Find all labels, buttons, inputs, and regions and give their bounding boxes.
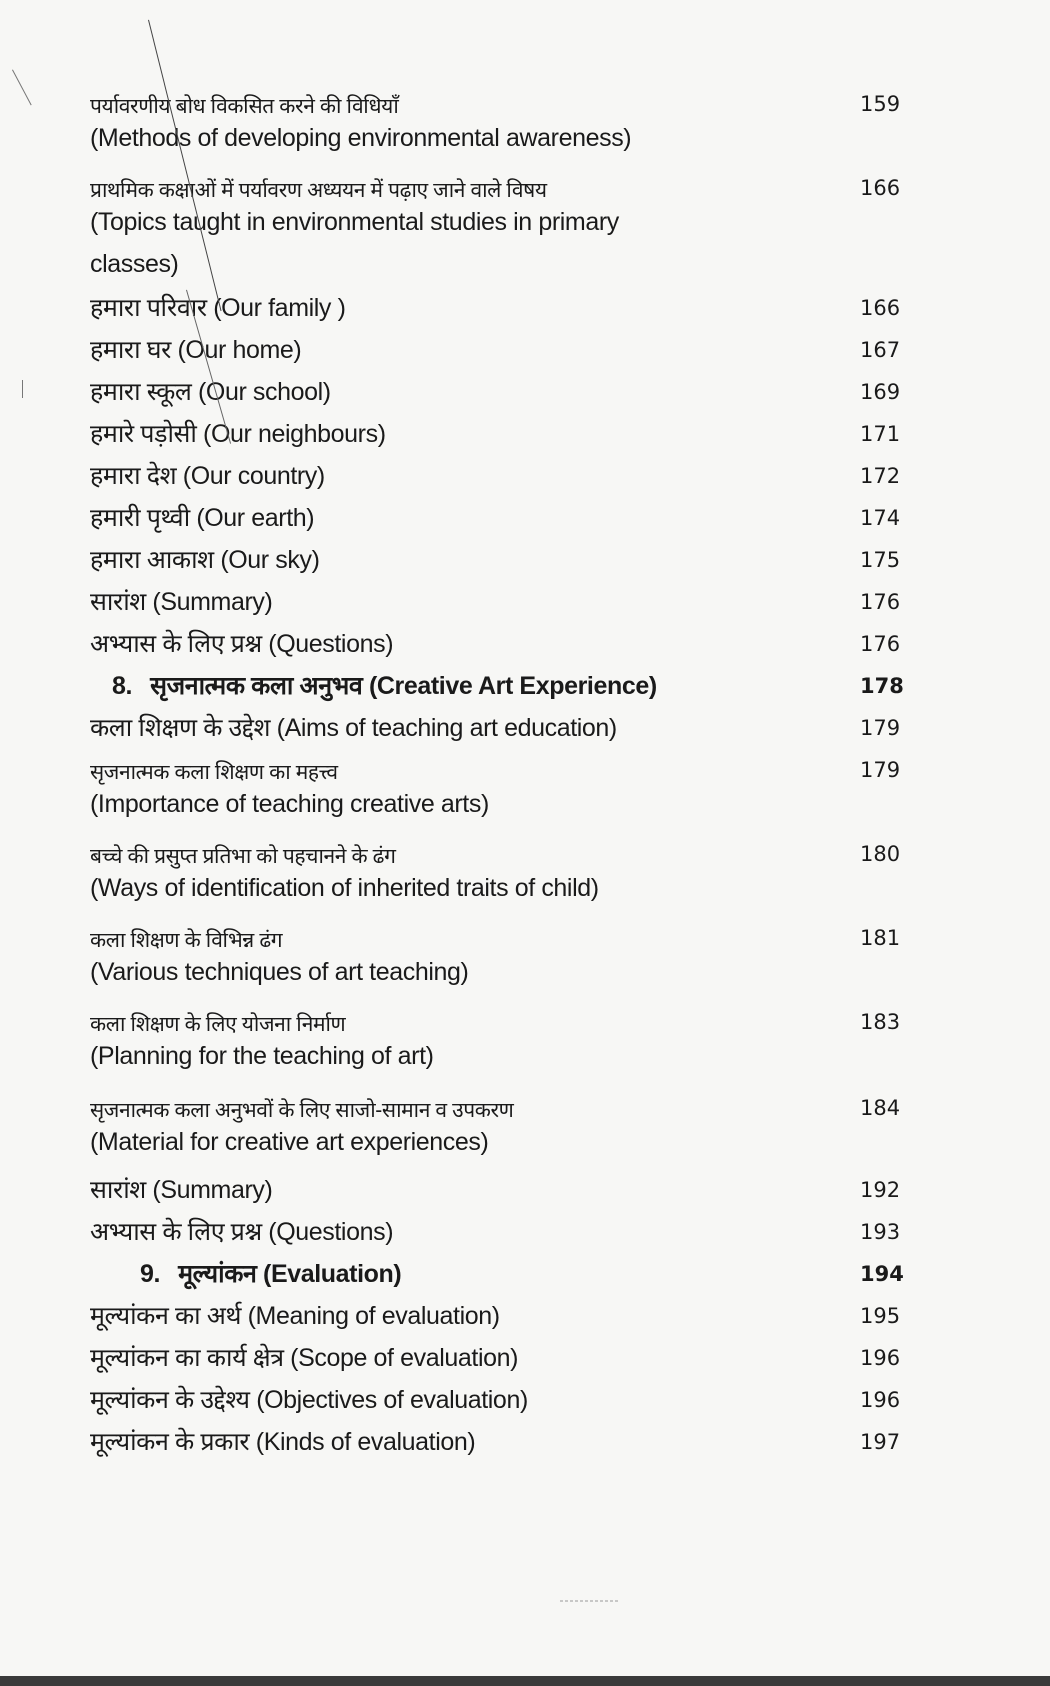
toc-page-number: 178 [860,674,904,698]
toc-page-number: 180 [860,842,901,866]
chapter-name: सृजनात्मक कला अनुभव (Creative Art Experience) [150,672,657,700]
toc-entry-title-english: (Material for creative art experiences) [90,1128,489,1156]
toc-entry [90,416,920,458]
toc-entry-title: हमारा आकाश (Our sky) [90,546,320,574]
toc-page-number: 166 [860,176,901,200]
toc-entry-title-english: (Various techniques of art teaching) [90,958,469,986]
toc-page-number: 171 [860,422,901,446]
toc-entry-title-hindi: सृजनात्मक कला शिक्षण का महत्त्व [90,761,338,784]
toc-page-number: 181 [860,926,901,950]
toc-page-number: 166 [860,296,901,320]
toc-entry-title-english: (Importance of teaching creative arts) [90,790,489,818]
pen-scratch-line [12,70,32,106]
toc-page-number: 175 [860,548,901,572]
chapter-number: 8. [112,672,133,700]
toc-entry-title-english: (Topics taught in environmental studies in primary [90,208,619,236]
toc-entry [90,290,920,332]
toc-entry [90,874,920,916]
toc-entry-title-english: classes) [90,250,179,278]
toc-entry-title: अभ्यास के लिए प्रश्न (Questions) [90,1218,394,1246]
toc-chapter-heading [90,1256,920,1298]
toc-page-number: 193 [860,1220,901,1244]
toc-entry-title: हमारा स्कूल (Our school) [90,378,331,406]
toc-entry [90,124,920,166]
toc-entry-title: सारांश (Summary) [90,588,273,616]
toc-page-number: 169 [860,380,901,404]
toc-entry [90,1382,920,1424]
toc-entry [90,332,920,374]
toc-page-number: 179 [860,758,901,782]
toc-page-number: 159 [860,92,901,116]
toc-page-number: 194 [860,1262,904,1286]
toc-page-number: 183 [860,1010,901,1034]
toc-entry-title: मूल्यांकन के प्रकार (Kinds of evaluation) [90,1428,476,1456]
toc-entry [90,1090,920,1132]
toc-entry-title-hindi: बच्चे की प्रसुप्त प्रतिभा को पहचानने के ढंग [90,845,396,868]
toc-entry [90,1172,920,1214]
toc-entry [90,542,920,584]
toc-page-number: 197 [860,1430,901,1454]
toc-entry-title-hindi: सृजनात्मक कला अनुभवों के लिए साजो-सामान व उपकरण [90,1099,514,1122]
pen-scratch-line [22,380,23,398]
toc-entry [90,752,920,794]
chapter-title [140,1256,401,1290]
toc-entry [90,958,920,1000]
toc-entry [90,920,920,962]
toc-page-number: 184 [860,1096,901,1120]
toc-entry [90,1424,920,1466]
chapter-title [112,668,657,702]
toc-entry-title: मूल्यांकन के उद्देश्य (Objectives of evaluation) [90,1386,528,1414]
toc-entry-title: सारांश (Summary) [90,1176,273,1204]
toc-entry-title-english: (Planning for the teaching of art) [90,1042,434,1070]
toc-entry-title: मूल्यांकन का कार्य क्षेत्र (Scope of evaluation) [90,1344,519,1372]
toc-entry-title-english: (Methods of developing environmental awareness) [90,124,632,152]
toc-entry [90,836,920,878]
toc-entry-title: हमारे पड़ोसी (Our neighbours) [90,420,386,448]
toc-page-number: 196 [860,1388,901,1412]
toc-entry [90,208,920,250]
toc-page-number: 176 [860,590,901,614]
toc-entry [90,1042,920,1084]
chapter-name: मूल्यांकन (Evaluation) [178,1260,402,1288]
toc-entry-title: हमारा घर (Our home) [90,336,302,364]
toc-page-number: 176 [860,632,901,656]
toc-entry [90,1004,920,1046]
toc-entry-title: हमारी पृथ्वी (Our earth) [90,504,315,532]
toc-page-number: 167 [860,338,901,362]
chapter-number: 9. [140,1260,161,1288]
toc-entry-title-hindi: कला शिक्षण के लिए योजना निर्माण [90,1013,346,1036]
toc-entry [90,1214,920,1256]
page-bottom-edge [0,1676,1050,1686]
toc-entry [90,790,920,832]
toc-entry [90,170,920,212]
toc-entry [90,86,920,128]
toc-entry [90,1298,920,1340]
toc-entry [90,1340,920,1382]
toc-page-number: 172 [860,464,901,488]
footer-ornament [560,1598,620,1604]
toc-entry [90,710,920,752]
toc-page-number: 195 [860,1304,901,1328]
toc-page-number: 196 [860,1346,901,1370]
ornament-icon [560,1598,620,1604]
toc-entry-title-hindi: कला शिक्षण के विभिन्न ढंग [90,929,283,952]
toc-page-number: 174 [860,506,901,530]
toc-page-number: 179 [860,716,901,740]
toc-entry-title: कला शिक्षण के उद्देश (Aims of teaching art education) [90,714,617,742]
toc-entry-title-hindi: पर्यावरणीय बोध विकसित करने की विधियाँ [90,95,399,118]
toc-entry [90,458,920,500]
toc-chapter-heading [90,668,920,710]
toc-entry [90,626,920,668]
toc-page-number: 192 [860,1178,901,1202]
toc-entry-title: अभ्यास के लिए प्रश्न (Questions) [90,630,394,658]
toc-entry [90,374,920,416]
toc-entry [90,584,920,626]
toc-entry-title-hindi: प्राथमिक कक्षाओं में पर्यावरण अध्ययन में पढ़ाए जाने वाले विषय [90,179,547,202]
toc-entry-title: हमारा परिवार (Our family ) [90,294,346,322]
toc-entry-title-english: (Ways of identification of inherited traits of child) [90,874,599,902]
toc-entry-title: हमारा देश (Our country) [90,462,325,490]
toc-entry-title: मूल्यांकन का अर्थ (Meaning of evaluation) [90,1302,500,1330]
toc-entry [90,1128,920,1170]
toc-entry [90,500,920,542]
